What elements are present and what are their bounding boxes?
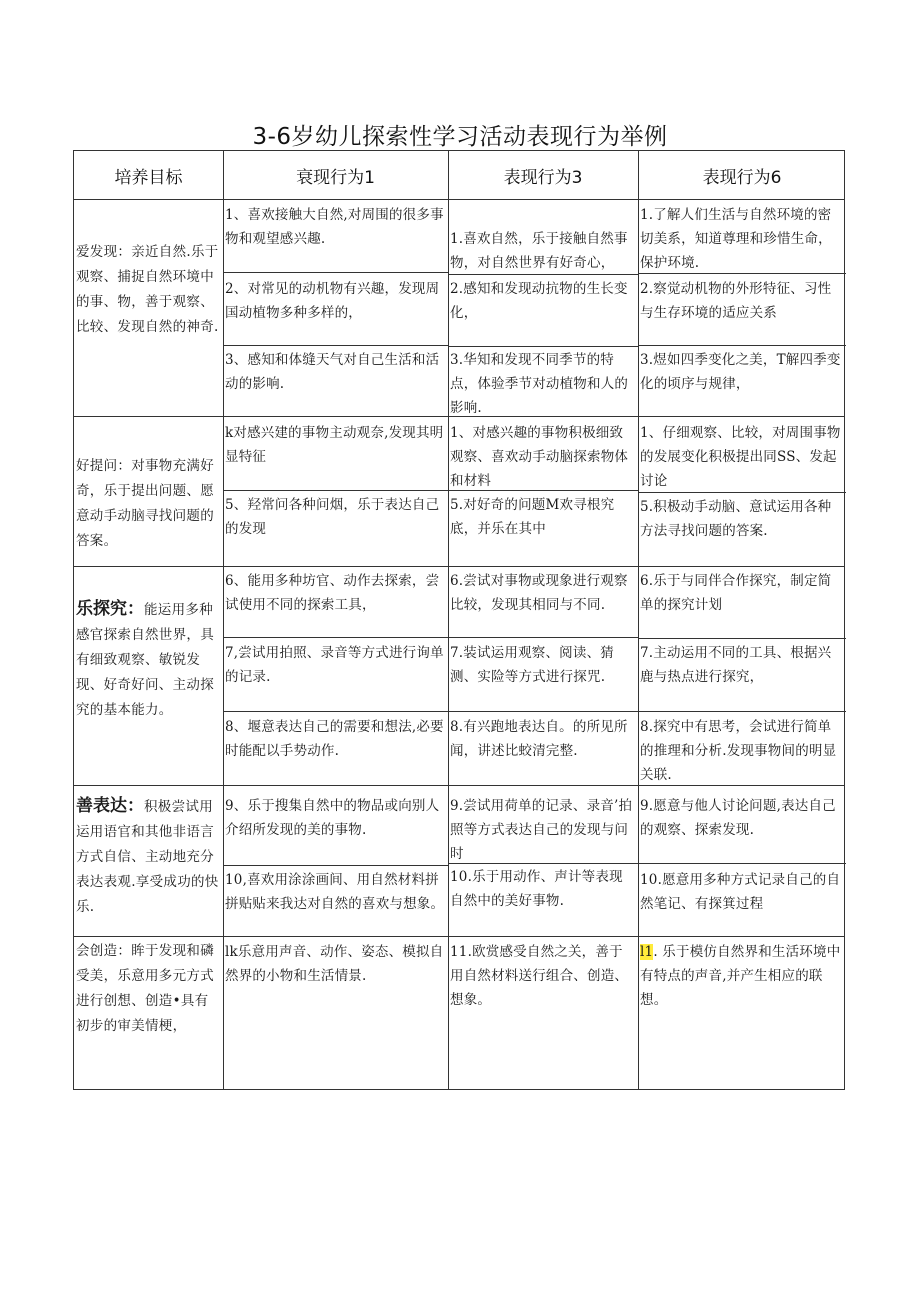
behavior-cell: lk乐意用声音、动作、姿态、模拟自然界的小物和生活情景. [225,944,444,984]
behavior-cell: 6.尝试对事物或现象进行观察比较，发现其相同与不同. [450,573,628,613]
behavior-cell: 8.探究中有思考，会试进行简单的推理和分析.发现事物间的明显关联. [640,719,837,783]
behavior-cell: 9、乐于搜集自然中的物品或向别人介绍所发现的美的事物. [225,798,440,838]
subrow-divider [638,711,846,712]
goal-can-create [74,939,223,1039]
subrow-divider [223,272,448,273]
goal-heading: 善表达： [76,796,144,816]
behavior-cell: 1、对感兴趣的事物积极细致观察、喜欢动手动脑探索物体和材料 [450,425,629,489]
behavior-cell: 1.了解人们生活与自然环境的密切美系，知道尊理和珍惜生命，保护环境. [640,207,832,271]
goal-enjoy-exploration [74,597,223,723]
behavior-cell: 11.欧赏感受自然之关，善于用自然材料送行组合、创造、想象。 [450,944,629,1008]
behavior-cell: 2.察觉动机物的外形特征、习性与生存环境的适应关系 [640,281,832,321]
goal-text: 积极尝试用运用语官和其他非语言方式自信、主动地充分表达表观.享受成功的快乐. [76,799,219,915]
behavior-cell: 6、能用多种坊官、动作去探索，尝试使用不同的探索工具， [225,573,440,613]
behavior-cell: 3、感知和体缝天气对自己生活和活动的影响. [225,352,440,392]
subrow-divider [638,863,846,864]
behavior-cell: 8.有兴跑地表达自。的所见所闻，讲述比蛟清完整. [450,719,628,759]
behavior-cell: 3.煜如四季变化之美，T解四季变化的顷序与规律， [640,352,841,392]
subrow-divider [448,346,638,347]
behavior-cell: 2.感知和发现动抗物的生长变化， [450,281,628,321]
behavior-cell: 1、喜欢接触大自然,对周围的很多事物和观望感兴趣. [225,207,444,247]
goal-heading: 乐探究： [76,599,144,619]
subrow-divider [223,865,448,866]
behavior-cell: 3.华知和发现不同季节的特点，体验季节对动植物和人的影响. [450,352,629,416]
highlighted-number: l1 [640,944,654,960]
row-divider [74,566,844,567]
behavior-cell: 5.对好奇的问题M欢寻根究底，并乐在其中 [450,497,615,537]
behavior-cell: 1.喜欢自然，乐于接触自然事物，对自然世界有好奇心， [450,231,628,271]
behavior-cell: 2、对常见的动机物有兴趣，发现周国动植物多种多样的， [225,281,440,321]
behavior-cell: 7.装试运用观察、阅读、猜测、实险等方式进行探咒. [450,645,614,685]
row-divider [74,936,844,937]
subrow-divider [638,638,846,639]
behavior-text: . 乐于模仿自然界和生活环境中有特点的声音,并产生相应的联想。 [640,944,841,1008]
behavior-cell: 6.乐于与同伴合作探究，制定简单的探究计划 [640,573,832,613]
header-behavior-1: 衰现行为1 [296,167,375,188]
behavior-cell [638,940,846,1012]
row-divider [74,199,844,200]
goal-text: 好提问：对事物充满好奇，乐于提出问题、愿意动手动脑寻找问题的答案。 [76,458,214,549]
header-goal: 培养目标 [114,167,183,188]
behavior-cell: 1、仔细观察、比较，对周围事物的发展变化积极提出同SS、发起讨论 [640,425,841,489]
behavior-cell: 10.乐于用动作、声计等表现自然中的美好事物. [450,869,623,909]
goal-text: 能运用多种感官探索自然世界，具有细致观察、敏锐发现、好奇好问、主动探究的基本能力。 [76,602,214,718]
behavior-table [73,150,845,1090]
page-title: 3-6岁幼儿探索性学习活动表现行为举例 [252,124,668,150]
behavior-cell: 9.尝试用荷单的记录、录音’拍照等方式表达自己的发现与问时 [450,798,633,862]
header-behavior-6: 表现行为6 [702,167,782,188]
goal-text: 爱发现：亲近自然.乐于观察、捕捉自然环境中的事、物，善于观察、比较、发现自然的神奇. [76,244,219,335]
behavior-cell: 7.主动运用不同的工具、根据兴鹿与热点进行探究， [640,645,832,685]
behavior-cell: 10.愿意用多种方式记录自己的自然笔记、有探箕过程 [640,872,841,912]
behavior-cell: 7,尝试用拍照、录音等方式进行询单的记录. [225,645,444,685]
header-behavior-3: 表现行为3 [503,167,583,188]
subrow-divider [223,711,638,712]
subrow-divider [638,345,846,346]
behavior-cell: 8、堰意表达自己的需要和想法,必要时能配以手势动作. [225,719,444,759]
goal-text: 会创造：眸于发现和磷受美，乐意用多元方式进行创想、创造•具有初步的审美情梗， [76,943,214,1034]
goal-good-expression [74,794,223,920]
behavior-cell: 9.愿意与他人讨论问题,表达自己的观察、探索发现. [640,798,836,838]
behavior-cell: 10,喜欢用涂涂画间、用自然材料拼拼贴贴来我达对自然的喜欢与想象。 [225,872,445,912]
behavior-cell: 5、羟常问各种问烟，乐于表达自己的发现 [225,497,440,537]
goal-good-questioning [74,454,223,554]
goal-love-discovery [74,240,223,340]
subrow-divider [223,637,638,638]
behavior-cell: k对感兴建的事物主动观奈,发现其明显特征 [225,425,444,465]
behavior-cell: 5.积极动手动脑、意试运用各种方法寻找问题的答案. [640,499,832,539]
subrow-divider [223,345,448,346]
